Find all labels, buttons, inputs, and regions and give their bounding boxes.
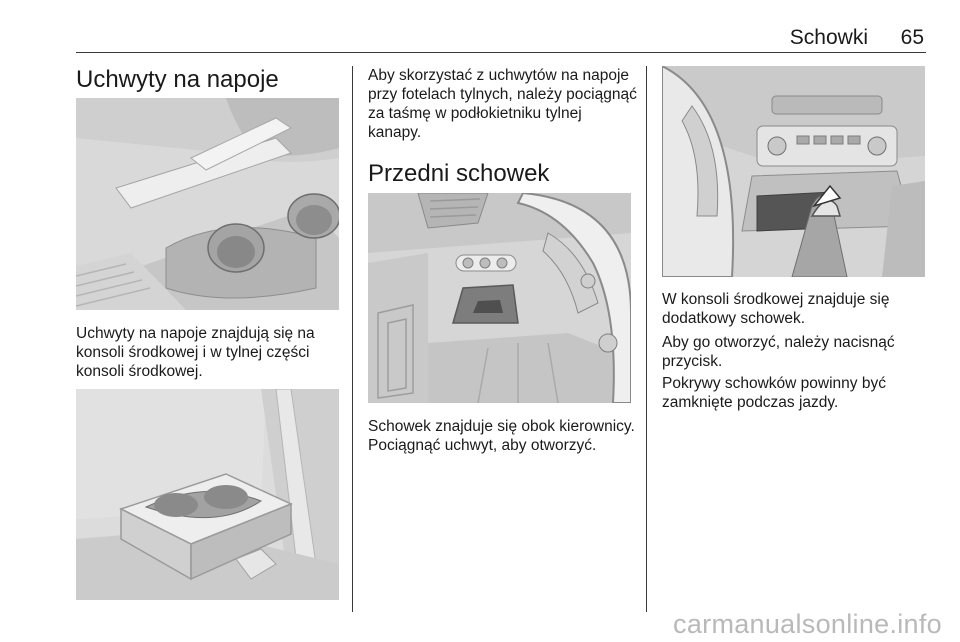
front-storage-description: Schowek znajduje się obok kierownicy. Pociągnąć uchwyt, aby otworzyć. bbox=[368, 418, 635, 454]
extra-storage-description: W konsoli środkowej znajduje się dodatkowy schowek. bbox=[662, 291, 890, 327]
cupholders-heading: Uchwyty na napoje bbox=[76, 66, 279, 93]
glovebox-by-steering-wheel-illustration bbox=[368, 193, 631, 403]
front-storage-heading: Przedni schowek bbox=[368, 160, 550, 187]
header-rule bbox=[76, 52, 926, 53]
section-title: Schowki bbox=[789, 26, 868, 49]
closing-notice: Pokrywy schowków powinny być zamknięte podczas jazdy. bbox=[662, 375, 886, 411]
page-number: 65 bbox=[900, 26, 924, 49]
open-instruction: Aby go otworzyć, należy nacisnąć przycisk. bbox=[662, 334, 895, 370]
page-header bbox=[0, 0, 960, 52]
cupholders-description: Uchwyty na napoje znajdują się na konsoli środkowej i w tylnej części konsoli środkowej. bbox=[76, 325, 315, 380]
rear-cupholder-illustration bbox=[76, 389, 339, 600]
column-divider-2 bbox=[646, 66, 647, 612]
front-cupholder-illustration bbox=[76, 98, 339, 310]
rear-cupholders-instruction: Aby skorzystać z uchwytów na napoje przy fotelach tylnych, należy pociągnąć za taśmę w podłokietniku tylnej kanapy. bbox=[368, 67, 637, 141]
watermark-text: carmanualsonline.info bbox=[673, 609, 942, 639]
center-console-storage-illustration bbox=[662, 66, 925, 277]
column-divider-1 bbox=[352, 66, 353, 612]
